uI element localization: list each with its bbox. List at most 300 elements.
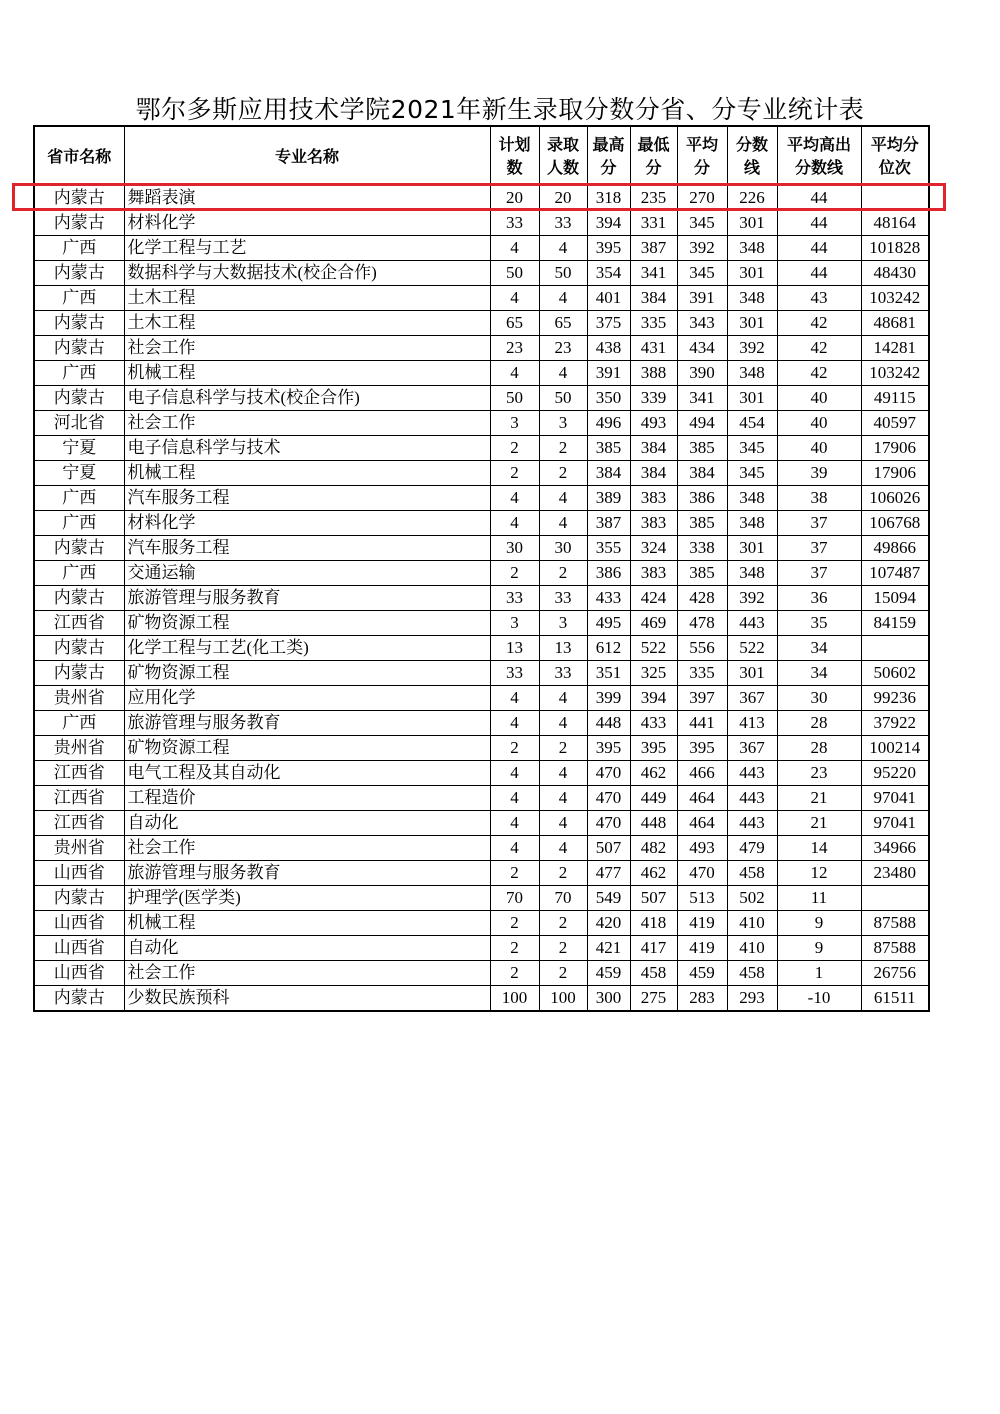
cell-min-score: 469 — [630, 611, 677, 636]
cell-min-score: 383 — [630, 511, 677, 536]
table-row — [34, 736, 929, 761]
cell-cutoff: 348 — [727, 486, 777, 511]
cell-major: 数据科学与大数据技术(校企合作) — [124, 261, 490, 286]
cell-plan: 4 — [490, 511, 539, 536]
cell-admitted: 4 — [539, 286, 587, 311]
cell-province: 山西省 — [34, 961, 124, 986]
cell-province: 广西 — [34, 711, 124, 736]
cell-max-score: 384 — [587, 461, 630, 486]
cell-major: 自动化 — [124, 811, 490, 836]
cell-avg-rank: 34966 — [861, 836, 929, 861]
cell-plan: 100 — [490, 986, 539, 1012]
cell-province: 广西 — [34, 286, 124, 311]
table-row — [34, 561, 929, 586]
cell-avg-score: 395 — [677, 736, 727, 761]
cell-avg-rank: 97041 — [861, 811, 929, 836]
cell-above-cutoff: 35 — [777, 611, 861, 636]
cell-province: 广西 — [34, 486, 124, 511]
column-header-cutoff — [727, 126, 777, 186]
cell-avg-score: 434 — [677, 336, 727, 361]
cell-above-cutoff: 12 — [777, 861, 861, 886]
cell-avg-score: 493 — [677, 836, 727, 861]
cell-admitted: 3 — [539, 611, 587, 636]
cell-plan: 4 — [490, 836, 539, 861]
cell-avg-score: 385 — [677, 511, 727, 536]
cell-plan: 50 — [490, 386, 539, 411]
cell-min-score: 417 — [630, 936, 677, 961]
cell-province: 江西省 — [34, 611, 124, 636]
cell-major: 旅游管理与服务教育 — [124, 711, 490, 736]
cell-above-cutoff: 36 — [777, 586, 861, 611]
cell-max-score: 385 — [587, 436, 630, 461]
cell-max-score: 421 — [587, 936, 630, 961]
cell-avg-score: 441 — [677, 711, 727, 736]
cell-max-score: 433 — [587, 586, 630, 611]
cell-cutoff: 301 — [727, 536, 777, 561]
cell-cutoff: 443 — [727, 761, 777, 786]
cell-admitted: 4 — [539, 761, 587, 786]
cell-admitted: 4 — [539, 236, 587, 261]
cell-plan: 20 — [490, 186, 539, 211]
cell-min-score: 433 — [630, 711, 677, 736]
cell-avg-rank: 49866 — [861, 536, 929, 561]
cell-min-score: 324 — [630, 536, 677, 561]
column-header-text: 数 — [506, 158, 523, 177]
cell-avg-rank: 50602 — [861, 661, 929, 686]
table-row — [34, 386, 929, 411]
cell-admitted: 50 — [539, 261, 587, 286]
cell-major: 矿物资源工程 — [124, 611, 490, 636]
cell-admitted: 2 — [539, 936, 587, 961]
table-row — [34, 511, 929, 536]
cell-min-score: 395 — [630, 736, 677, 761]
cell-max-score: 391 — [587, 361, 630, 386]
cell-avg-score: 419 — [677, 911, 727, 936]
cell-cutoff: 348 — [727, 511, 777, 536]
cell-avg-rank: 99236 — [861, 686, 929, 711]
cell-above-cutoff: 21 — [777, 811, 861, 836]
cell-min-score: 522 — [630, 636, 677, 661]
cell-above-cutoff: 37 — [777, 511, 861, 536]
cell-plan: 65 — [490, 311, 539, 336]
cell-admitted: 2 — [539, 461, 587, 486]
cell-admitted: 2 — [539, 961, 587, 986]
cell-max-score: 420 — [587, 911, 630, 936]
cell-province: 山西省 — [34, 861, 124, 886]
cell-major: 电子信息科学与技术(校企合作) — [124, 386, 490, 411]
cell-cutoff: 454 — [727, 411, 777, 436]
cell-avg-score: 459 — [677, 961, 727, 986]
table-row — [34, 661, 929, 686]
cell-avg-rank — [861, 186, 929, 211]
cell-cutoff: 301 — [727, 311, 777, 336]
cell-cutoff: 348 — [727, 561, 777, 586]
cell-max-score: 507 — [587, 836, 630, 861]
cell-avg-score: 384 — [677, 461, 727, 486]
cell-min-score: 448 — [630, 811, 677, 836]
cell-admitted: 2 — [539, 561, 587, 586]
cell-above-cutoff: 14 — [777, 836, 861, 861]
table-row — [34, 436, 929, 461]
cell-max-score: 394 — [587, 211, 630, 236]
cell-plan: 2 — [490, 911, 539, 936]
cell-avg-rank: 87588 — [861, 911, 929, 936]
cell-min-score: 493 — [630, 411, 677, 436]
cell-major: 工程造价 — [124, 786, 490, 811]
cell-avg-score: 345 — [677, 261, 727, 286]
cell-above-cutoff: 44 — [777, 261, 861, 286]
cell-major: 矿物资源工程 — [124, 736, 490, 761]
column-header-text: 平均高出 — [786, 135, 851, 154]
cell-min-score: 482 — [630, 836, 677, 861]
cell-plan: 3 — [490, 411, 539, 436]
cell-avg-rank: 37922 — [861, 711, 929, 736]
cell-province: 山西省 — [34, 911, 124, 936]
cell-avg-rank: 26756 — [861, 961, 929, 986]
cell-province: 内蒙古 — [34, 186, 124, 211]
column-header-text: 平均分 — [870, 135, 919, 154]
cell-min-score: 339 — [630, 386, 677, 411]
column-header-text: 省市名称 — [47, 146, 112, 166]
column-header-province — [34, 126, 124, 186]
cell-above-cutoff: 9 — [777, 936, 861, 961]
cell-max-score: 470 — [587, 811, 630, 836]
cell-avg-score: 556 — [677, 636, 727, 661]
cell-major: 矿物资源工程 — [124, 661, 490, 686]
cell-plan: 2 — [490, 961, 539, 986]
cell-avg-score: 341 — [677, 386, 727, 411]
cell-max-score: 470 — [587, 761, 630, 786]
cell-province: 内蒙古 — [34, 886, 124, 911]
cell-major: 汽车服务工程 — [124, 536, 490, 561]
table-row — [34, 711, 929, 736]
cell-cutoff: 458 — [727, 961, 777, 986]
cell-admitted: 4 — [539, 361, 587, 386]
cell-province: 内蒙古 — [34, 386, 124, 411]
cell-max-score: 401 — [587, 286, 630, 311]
cell-cutoff: 226 — [727, 186, 777, 211]
cell-above-cutoff: 30 — [777, 686, 861, 711]
table-row — [34, 311, 929, 336]
cell-above-cutoff: -10 — [777, 986, 861, 1012]
cell-avg-rank: 40597 — [861, 411, 929, 436]
cell-max-score: 549 — [587, 886, 630, 911]
cell-admitted: 23 — [539, 336, 587, 361]
cell-admitted: 65 — [539, 311, 587, 336]
column-header-avg-score — [677, 126, 727, 186]
cell-admitted: 4 — [539, 511, 587, 536]
column-header-text: 最低 — [637, 135, 670, 154]
cell-plan: 2 — [490, 436, 539, 461]
table-row — [34, 411, 929, 436]
table-row — [34, 836, 929, 861]
column-header-major — [124, 126, 490, 186]
cell-major: 旅游管理与服务教育 — [124, 586, 490, 611]
cell-cutoff: 443 — [727, 786, 777, 811]
cell-avg-score: 419 — [677, 936, 727, 961]
cell-avg-score: 390 — [677, 361, 727, 386]
cell-min-score: 384 — [630, 461, 677, 486]
cell-cutoff: 345 — [727, 461, 777, 486]
cell-avg-score: 470 — [677, 861, 727, 886]
column-header-text: 专业名称 — [274, 146, 339, 166]
cell-major: 社会工作 — [124, 336, 490, 361]
column-header-text: 录取 — [546, 135, 579, 154]
cell-admitted: 2 — [539, 436, 587, 461]
table-row — [34, 786, 929, 811]
table-row — [34, 636, 929, 661]
cell-plan: 2 — [490, 461, 539, 486]
column-header-avg-rank — [861, 126, 929, 186]
cell-avg-score: 338 — [677, 536, 727, 561]
cell-max-score: 375 — [587, 311, 630, 336]
cell-plan: 4 — [490, 686, 539, 711]
cell-province: 河北省 — [34, 411, 124, 436]
cell-plan: 23 — [490, 336, 539, 361]
cell-min-score: 388 — [630, 361, 677, 386]
cell-max-score: 354 — [587, 261, 630, 286]
cell-avg-score: 345 — [677, 211, 727, 236]
cell-avg-score: 335 — [677, 661, 727, 686]
cell-major: 化学工程与工艺 — [124, 236, 490, 261]
cell-major: 旅游管理与服务教育 — [124, 861, 490, 886]
cell-province: 内蒙古 — [34, 986, 124, 1012]
cell-above-cutoff: 43 — [777, 286, 861, 311]
cell-min-score: 424 — [630, 586, 677, 611]
cell-cutoff: 367 — [727, 686, 777, 711]
table-row — [34, 861, 929, 886]
cell-avg-rank — [861, 636, 929, 661]
cell-plan: 4 — [490, 811, 539, 836]
cell-avg-rank: 107487 — [861, 561, 929, 586]
cell-avg-score: 464 — [677, 811, 727, 836]
cell-admitted: 4 — [539, 486, 587, 511]
cell-admitted: 2 — [539, 736, 587, 761]
cell-avg-rank: 106768 — [861, 511, 929, 536]
cell-province: 广西 — [34, 236, 124, 261]
table-row — [34, 986, 929, 1012]
cell-avg-rank: 17906 — [861, 436, 929, 461]
cell-province: 江西省 — [34, 811, 124, 836]
cell-cutoff: 458 — [727, 861, 777, 886]
cell-above-cutoff: 34 — [777, 661, 861, 686]
cell-min-score: 383 — [630, 486, 677, 511]
cell-above-cutoff: 11 — [777, 886, 861, 911]
cell-max-score: 470 — [587, 786, 630, 811]
cell-above-cutoff: 28 — [777, 711, 861, 736]
cell-above-cutoff: 40 — [777, 436, 861, 461]
cell-min-score: 341 — [630, 261, 677, 286]
cell-min-score: 383 — [630, 561, 677, 586]
cell-plan: 33 — [490, 211, 539, 236]
cell-cutoff: 301 — [727, 386, 777, 411]
table-body — [34, 186, 929, 1012]
cell-avg-rank: 23480 — [861, 861, 929, 886]
cell-avg-score: 343 — [677, 311, 727, 336]
cell-major: 机械工程 — [124, 911, 490, 936]
cell-avg-rank: 103242 — [861, 361, 929, 386]
column-header-text: 分 — [645, 158, 662, 177]
cell-province: 宁夏 — [34, 461, 124, 486]
cell-above-cutoff: 1 — [777, 961, 861, 986]
cell-admitted: 13 — [539, 636, 587, 661]
cell-min-score: 507 — [630, 886, 677, 911]
cell-major: 土木工程 — [124, 311, 490, 336]
cell-min-score: 325 — [630, 661, 677, 686]
cell-admitted: 2 — [539, 861, 587, 886]
column-header-above-cutoff — [777, 126, 861, 186]
column-header-admitted — [539, 126, 587, 186]
cell-major: 自动化 — [124, 936, 490, 961]
cell-avg-rank: 17906 — [861, 461, 929, 486]
cell-province: 广西 — [34, 511, 124, 536]
cell-avg-score: 392 — [677, 236, 727, 261]
cell-major: 少数民族预科 — [124, 986, 490, 1012]
cell-province: 山西省 — [34, 936, 124, 961]
cell-above-cutoff: 44 — [777, 236, 861, 261]
table-row — [34, 211, 929, 236]
cell-plan: 30 — [490, 536, 539, 561]
cell-above-cutoff: 39 — [777, 461, 861, 486]
cell-major: 材料化学 — [124, 511, 490, 536]
cell-admitted: 4 — [539, 836, 587, 861]
cell-max-score: 477 — [587, 861, 630, 886]
column-header-text: 位次 — [878, 158, 911, 177]
cell-province: 内蒙古 — [34, 661, 124, 686]
cell-above-cutoff: 9 — [777, 911, 861, 936]
cell-major: 电子信息科学与技术 — [124, 436, 490, 461]
cell-min-score: 462 — [630, 761, 677, 786]
cell-province: 广西 — [34, 361, 124, 386]
cell-plan: 4 — [490, 286, 539, 311]
cell-avg-score: 270 — [677, 186, 727, 211]
column-header-text: 最高 — [592, 135, 625, 154]
cell-admitted: 30 — [539, 536, 587, 561]
cell-admitted: 100 — [539, 986, 587, 1012]
cell-max-score: 395 — [587, 736, 630, 761]
cell-cutoff: 301 — [727, 661, 777, 686]
cell-max-score: 399 — [587, 686, 630, 711]
admission-scores-table — [33, 125, 930, 1012]
cell-avg-score: 283 — [677, 986, 727, 1012]
cell-plan: 4 — [490, 486, 539, 511]
column-header-text: 人数 — [546, 158, 579, 177]
cell-max-score: 495 — [587, 611, 630, 636]
cell-province: 内蒙古 — [34, 211, 124, 236]
cell-admitted: 20 — [539, 186, 587, 211]
cell-cutoff: 413 — [727, 711, 777, 736]
cell-above-cutoff: 21 — [777, 786, 861, 811]
cell-cutoff: 367 — [727, 736, 777, 761]
cell-avg-rank: 97041 — [861, 786, 929, 811]
cell-above-cutoff: 37 — [777, 561, 861, 586]
cell-major: 社会工作 — [124, 411, 490, 436]
cell-min-score: 235 — [630, 186, 677, 211]
cell-province: 广西 — [34, 561, 124, 586]
table-row — [34, 261, 929, 286]
cell-avg-score: 385 — [677, 561, 727, 586]
cell-avg-score: 513 — [677, 886, 727, 911]
cell-admitted: 33 — [539, 661, 587, 686]
table-row — [34, 461, 929, 486]
document-title: 鄂尔多斯应用技术学院2021年新生录取分数分省、分专业统计表 — [135, 95, 865, 124]
table-row — [34, 911, 929, 936]
cell-admitted: 70 — [539, 886, 587, 911]
cell-min-score: 331 — [630, 211, 677, 236]
cell-province: 江西省 — [34, 761, 124, 786]
table-row — [34, 486, 929, 511]
cell-avg-score: 386 — [677, 486, 727, 511]
cell-cutoff: 479 — [727, 836, 777, 861]
table-row — [34, 936, 929, 961]
cell-admitted: 4 — [539, 686, 587, 711]
column-header-text: 分 — [600, 158, 617, 177]
cell-min-score: 449 — [630, 786, 677, 811]
cell-cutoff: 392 — [727, 336, 777, 361]
cell-province: 内蒙古 — [34, 636, 124, 661]
cell-province: 内蒙古 — [34, 536, 124, 561]
cell-avg-score: 494 — [677, 411, 727, 436]
cell-admitted: 3 — [539, 411, 587, 436]
column-header-text: 计划 — [498, 135, 531, 154]
cell-major: 土木工程 — [124, 286, 490, 311]
cell-major: 电气工程及其自动化 — [124, 761, 490, 786]
cell-plan: 33 — [490, 586, 539, 611]
cell-admitted: 4 — [539, 786, 587, 811]
cell-province: 内蒙古 — [34, 311, 124, 336]
cell-major: 机械工程 — [124, 461, 490, 486]
column-header-max-score — [587, 126, 630, 186]
cell-min-score: 275 — [630, 986, 677, 1012]
table-row — [34, 286, 929, 311]
cell-above-cutoff: 40 — [777, 411, 861, 436]
cell-major: 社会工作 — [124, 961, 490, 986]
cell-cutoff: 410 — [727, 911, 777, 936]
column-header-text: 分数 — [735, 135, 768, 154]
cell-cutoff: 348 — [727, 286, 777, 311]
cell-admitted: 33 — [539, 211, 587, 236]
cell-min-score: 458 — [630, 961, 677, 986]
cell-plan: 4 — [490, 711, 539, 736]
cell-major: 材料化学 — [124, 211, 490, 236]
table-row — [34, 886, 929, 911]
cell-above-cutoff: 42 — [777, 311, 861, 336]
table-row — [34, 811, 929, 836]
cell-avg-score: 464 — [677, 786, 727, 811]
table-row — [34, 611, 929, 636]
cell-admitted: 4 — [539, 811, 587, 836]
cell-plan: 2 — [490, 936, 539, 961]
cell-avg-score: 397 — [677, 686, 727, 711]
table-row — [34, 236, 929, 261]
cell-cutoff: 502 — [727, 886, 777, 911]
cell-above-cutoff: 44 — [777, 211, 861, 236]
cell-plan: 3 — [490, 611, 539, 636]
cell-plan: 33 — [490, 661, 539, 686]
cell-min-score: 462 — [630, 861, 677, 886]
cell-max-score: 318 — [587, 186, 630, 211]
cell-avg-score: 466 — [677, 761, 727, 786]
table-row — [34, 361, 929, 386]
cell-max-score: 448 — [587, 711, 630, 736]
column-header-plan — [490, 126, 539, 186]
cell-province: 贵州省 — [34, 736, 124, 761]
column-header-min-score — [630, 126, 677, 186]
column-header-text: 平均 — [685, 135, 718, 154]
cell-min-score: 387 — [630, 236, 677, 261]
cell-major: 机械工程 — [124, 361, 490, 386]
table-row — [34, 186, 929, 211]
